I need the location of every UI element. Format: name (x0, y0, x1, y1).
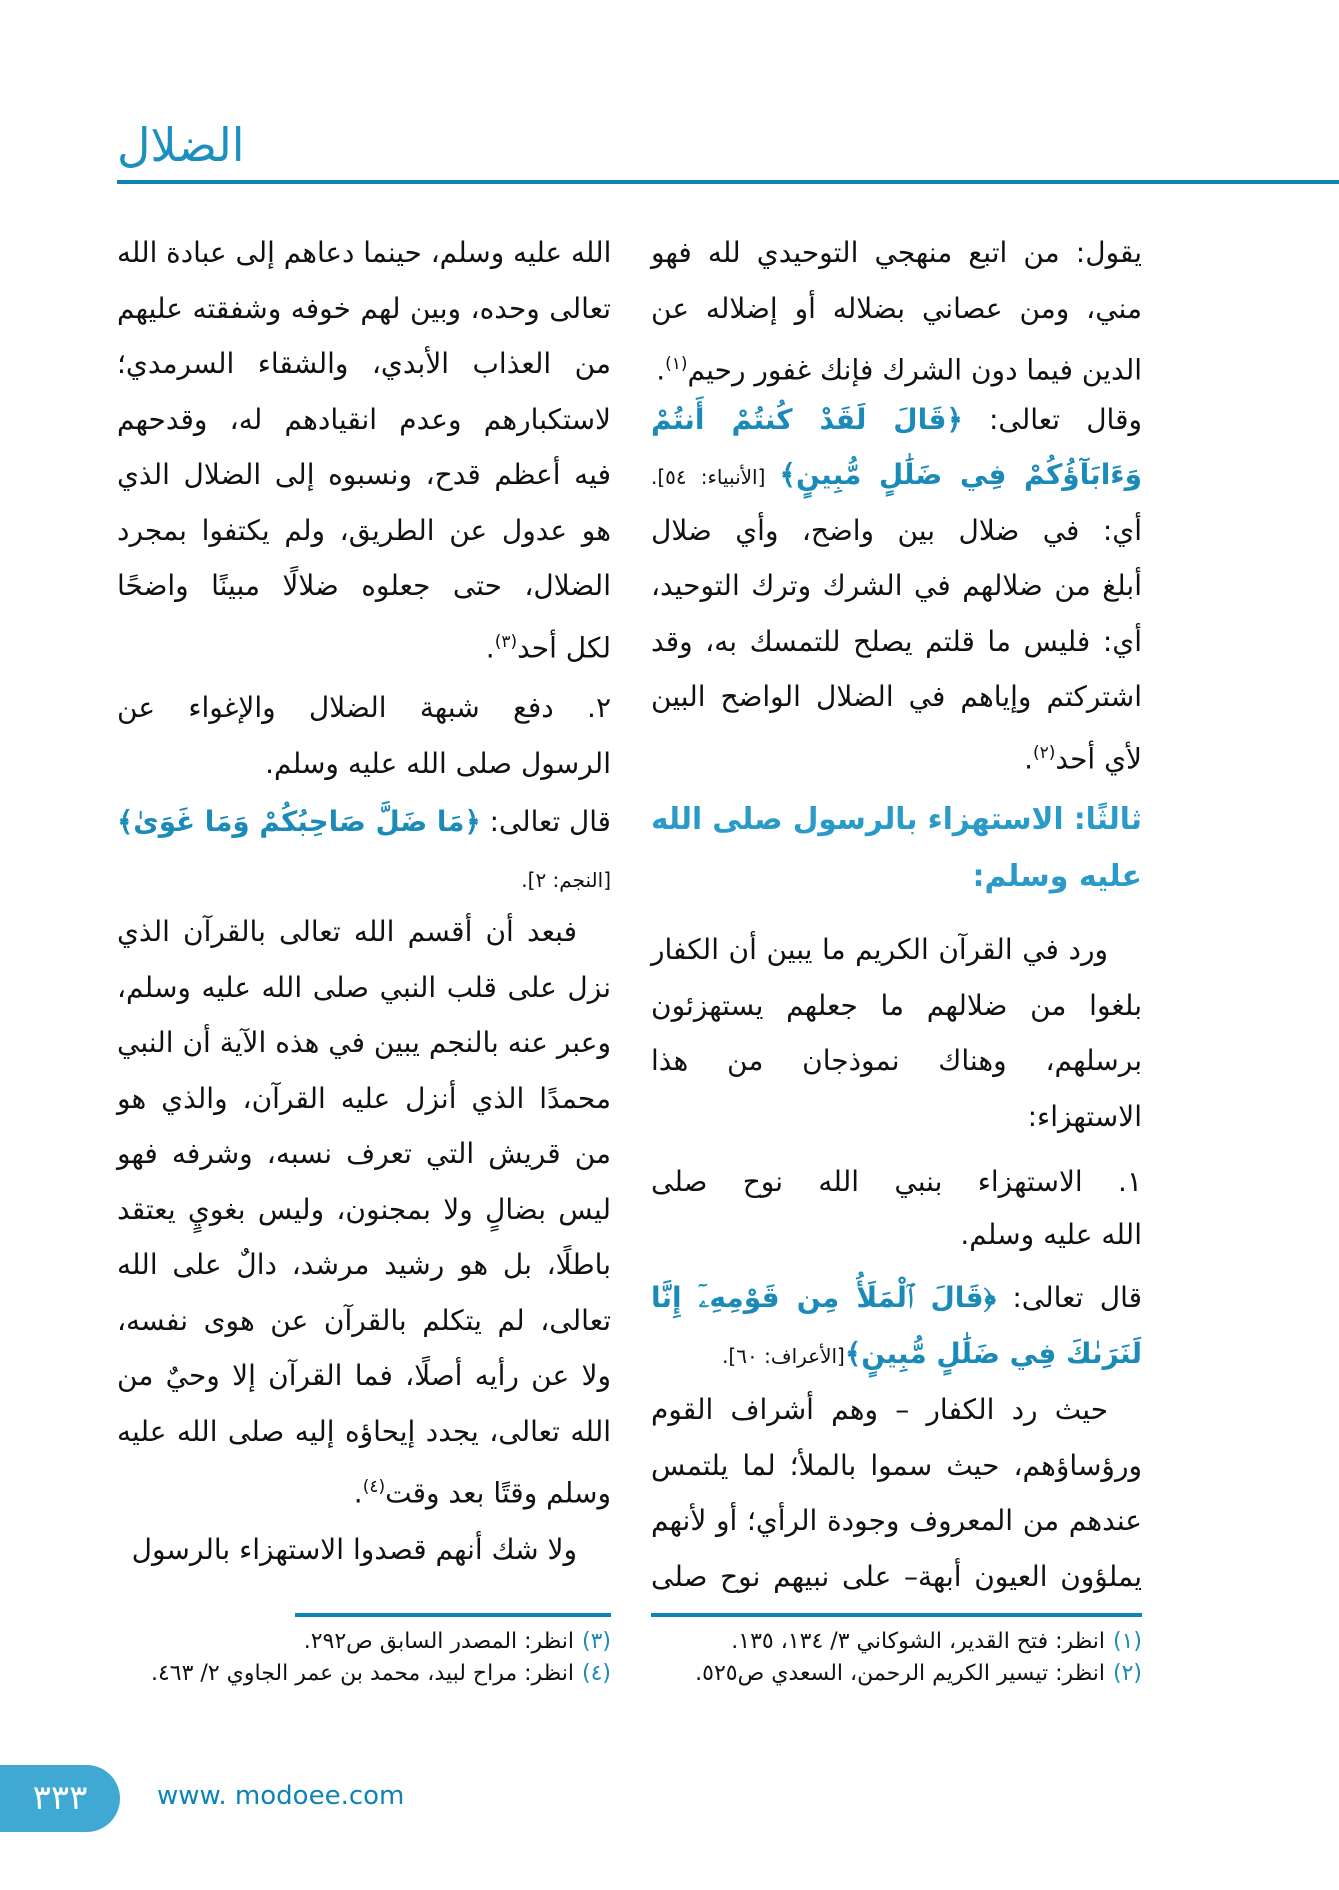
text-line (651, 1162, 1142, 1202)
text-line (117, 344, 611, 384)
text-segment: نزل على قلب النبي صلى الله عليه وسلم، (117, 970, 611, 1004)
text-segment: لاستكبارهم وعدم انقيادهم له، وقدحهم (117, 402, 611, 436)
text-segment: الله عليه وسلم. (960, 1218, 1142, 1251)
text-segment: من العذاب الأبدي، والشقاء السرمدي؛ (117, 347, 611, 380)
text-line (651, 511, 1142, 551)
text-segment: ليس بضالٍ ولا بمجنون، وليس بغويٍ يعتقد (117, 1192, 611, 1226)
text-line (651, 930, 1142, 970)
text-segment: من قريش التي تعرف نسبه، وشرفه فهو (117, 1137, 611, 1170)
text-segment: هو عدول عن الطريق، ولم يكتفوا بمجرد (117, 513, 611, 547)
text-segment: اشتركتم وإياهم في الضلال الواضح البين (651, 680, 1142, 713)
text-line (651, 622, 1142, 662)
text-line (117, 912, 611, 952)
footnote-ref: (٣) (494, 631, 518, 652)
text-line (972, 857, 1142, 897)
text-segment: الرسول صلى الله عليه وسلم. (265, 747, 611, 780)
text-segment: أي: في ضلال بين واضح، وأي ضلال (651, 513, 1142, 547)
quran-verse: ﴿مَا ضَلَّ صَاحِبُكُمْ وَمَا غَوَىٰ﴾ (117, 805, 481, 838)
text-line (651, 289, 1142, 329)
text-line (117, 688, 611, 728)
text-line (117, 400, 611, 440)
footnote-number: (٣) (581, 1629, 611, 1654)
text-segment: يقول: من اتبع منهجي التوحيدي لله فهو (651, 236, 1142, 269)
text-line (1028, 1097, 1142, 1137)
text-segment: . (485, 630, 495, 664)
footnote-text: انظر: المصدر السابق ص٢٩٢. (303, 1629, 574, 1654)
text-segment: برسلهم، وهناك نموذجان من هذا (651, 1044, 1142, 1077)
text-segment: لكل أحد (517, 630, 611, 664)
text-line (117, 1079, 611, 1119)
text-line (651, 1501, 1142, 1541)
page-number-badge: ٣٣٣ (0, 1765, 120, 1832)
text-segment: فبعد أن أقسم الله تعالى بالقرآن الذي (117, 915, 577, 948)
website-url: www. modoee.com (157, 1781, 405, 1811)
text-line (656, 344, 1142, 387)
text-line (651, 800, 1142, 840)
text-line (1024, 733, 1142, 773)
footnote-text: انظر: تيسير الكريم الرحمن، السعدي ص٥٢٥. (695, 1661, 1105, 1686)
text-segment: ثالثًا: الاستهزاء بالرسول صلى الله (651, 802, 1142, 837)
quran-verse: وَءَابَآؤُكُمْ فِي ضَلَٰلٍ مُّبِينٍ﴾ (779, 458, 1143, 491)
quran-verse: ﴿قَالَ ٱلْمَلَأُ مِن قَوْمِهِۦٓ إِنَّا (651, 1281, 997, 1314)
footnotes-right (651, 1626, 1142, 1690)
text-line (117, 1134, 611, 1174)
verse-reference: [النجم: ٢]. (521, 868, 611, 892)
text-segment: أبلغ من ضلالهم في الشرك وترك التوحيد، (651, 569, 1142, 602)
text-line (651, 1446, 1142, 1486)
chapter-title: الضلال (117, 118, 245, 172)
text-line (117, 289, 611, 329)
text-line (651, 400, 1142, 440)
footnote-number: (٤) (581, 1661, 611, 1686)
text-segment: عندهم من المعروف وجودة الرأي؛ أو لأنهم (651, 1504, 1142, 1537)
text-segment: ولا شك أنهم قصدوا الاستهزاء بالرسول (131, 1533, 577, 1566)
text-segment: حيث رد الكفار – وهم أشراف القوم (651, 1393, 1108, 1426)
text-segment: محمدًا الذي أنزل عليه القرآن، والذي هو (117, 1081, 611, 1115)
text-segment: لأي أحد (1055, 741, 1142, 775)
footnotes-left (117, 1626, 611, 1690)
text-line (651, 1557, 1142, 1597)
text-line (117, 1412, 611, 1452)
text-line (117, 1245, 611, 1285)
verse-reference: [الأعراف: ٦٠]. (722, 1344, 845, 1368)
text-line (960, 1215, 1142, 1255)
text-segment: ولا عن رأيه أصلًا، فما القرآن إلا وحيٌ من (117, 1359, 611, 1392)
text-segment: وعبر عنه بالنجم يبين في هذه الآية أن النبي (117, 1026, 611, 1059)
text-segment: . (656, 353, 666, 387)
text-line (651, 233, 1142, 273)
text-line (117, 233, 611, 273)
text-line (486, 622, 611, 662)
text-segment: فيه أعظم قدح، ونسبوه إلى الضلال الذي (117, 458, 611, 491)
text-segment: وقال تعالى: (962, 402, 1142, 436)
text-segment: مني، ومن عصاني بضلاله أو إضلاله عن (651, 291, 1142, 325)
footnote-3 (117, 1626, 611, 1658)
footnote-4 (117, 1658, 611, 1690)
text-line (265, 744, 611, 784)
text-segment: باطلًا، بل هو رشيد مرشد، دالٌ على الله (117, 1248, 611, 1281)
footnote-ref: (٤) (362, 1477, 386, 1497)
text-segment: قال تعالى: (480, 805, 611, 838)
header-divider (117, 180, 1339, 184)
text-segment: الدين فيما دون الشرك فإنك غفور رحيم (687, 353, 1142, 387)
text-segment: بلغوا من ضلالهم ما جعلهم يستهزئون (651, 988, 1142, 1022)
quran-verse: ﴿قَالَ لَقَدْ كُنتُمْ أَنتُمْ (651, 402, 963, 436)
text-line (651, 1390, 1142, 1430)
text-line (521, 858, 611, 898)
text-line (651, 986, 1142, 1026)
text-segment: . (1024, 741, 1033, 775)
text-segment: الاستهزاء: (1027, 1099, 1142, 1133)
text-line (117, 802, 611, 842)
text-line (651, 1041, 1142, 1081)
text-line (722, 1334, 1142, 1374)
text-segment: ورد في القرآن الكريم ما يبين أن الكفار (651, 933, 1108, 966)
quran-verse: لَنَرَىٰكَ فِي ضَلَٰلٍ مُّبِينٍ﴾ (844, 1337, 1142, 1370)
footnote-text: انظر: مراح لبيد، محمد بن عمر الجاوي ٢/ ٤٦٣. (150, 1661, 574, 1686)
text-segment: أي: فليس ما قلتم يصلح للتمسك به، وقد (651, 624, 1142, 658)
text-line (651, 1278, 1142, 1318)
text-line (117, 1356, 611, 1396)
text-segment: . (353, 1476, 363, 1510)
text-segment: الله عليه وسلم، حينما دعاهم إلى عبادة الله (116, 236, 611, 269)
footnote-ref: (١) (665, 354, 688, 374)
text-segment: الله تعالى، يجدد إيحاؤه إليه صلى الله عليه (117, 1414, 611, 1448)
text-segment: ٢. دفع شبهة الضلال والإغواء عن (117, 691, 611, 724)
text-line (651, 455, 1142, 495)
footnote-number: (٢) (1112, 1661, 1142, 1686)
text-line (117, 455, 611, 495)
text-line (651, 566, 1142, 606)
text-line (117, 1023, 611, 1063)
footnote-divider-right (651, 1613, 1142, 1617)
text-line (117, 1190, 611, 1230)
text-line (651, 677, 1142, 717)
text-line (353, 1467, 611, 1510)
footnote-1 (651, 1626, 1142, 1658)
text-line (117, 968, 611, 1008)
footnote-divider-left (295, 1613, 611, 1617)
text-line (117, 511, 611, 551)
verse-reference: [الأنبياء: ٥٤]. (651, 465, 780, 489)
text-line (132, 1530, 611, 1570)
footnote-ref: (٢) (1033, 742, 1056, 763)
footnote-text: انظر: فتح القدير، الشوكاني ٣/ ١٣٤، ١٣٥. (731, 1629, 1105, 1654)
text-segment: وسلم وقتًا بعد وقت (385, 1476, 611, 1510)
text-segment: عليه وسلم: (972, 859, 1142, 894)
text-segment: ورؤساؤهم، حيث سموا بالملأ؛ لما يلتمس (651, 1448, 1142, 1482)
footnote-2 (651, 1658, 1142, 1690)
text-line (117, 1301, 611, 1341)
text-segment: الضلال، حتى جعلوه ضلالًا مبينًا واضحًا (117, 569, 611, 602)
text-segment: تعالى، لم يتكلم بالقرآن عن هوى نفسه، (117, 1303, 611, 1337)
text-segment: تعالى وحده، وبين لهم خوفه وشفقته عليهم (117, 291, 611, 325)
text-segment: يملؤون العيون أبهة– على نبيهم نوح صلى (651, 1559, 1142, 1593)
footnote-number: (١) (1112, 1629, 1142, 1654)
text-segment: قال تعالى: (996, 1281, 1142, 1314)
text-segment: ١. الاستهزاء بنبي الله نوح صلى (651, 1165, 1142, 1198)
text-line (117, 566, 611, 606)
